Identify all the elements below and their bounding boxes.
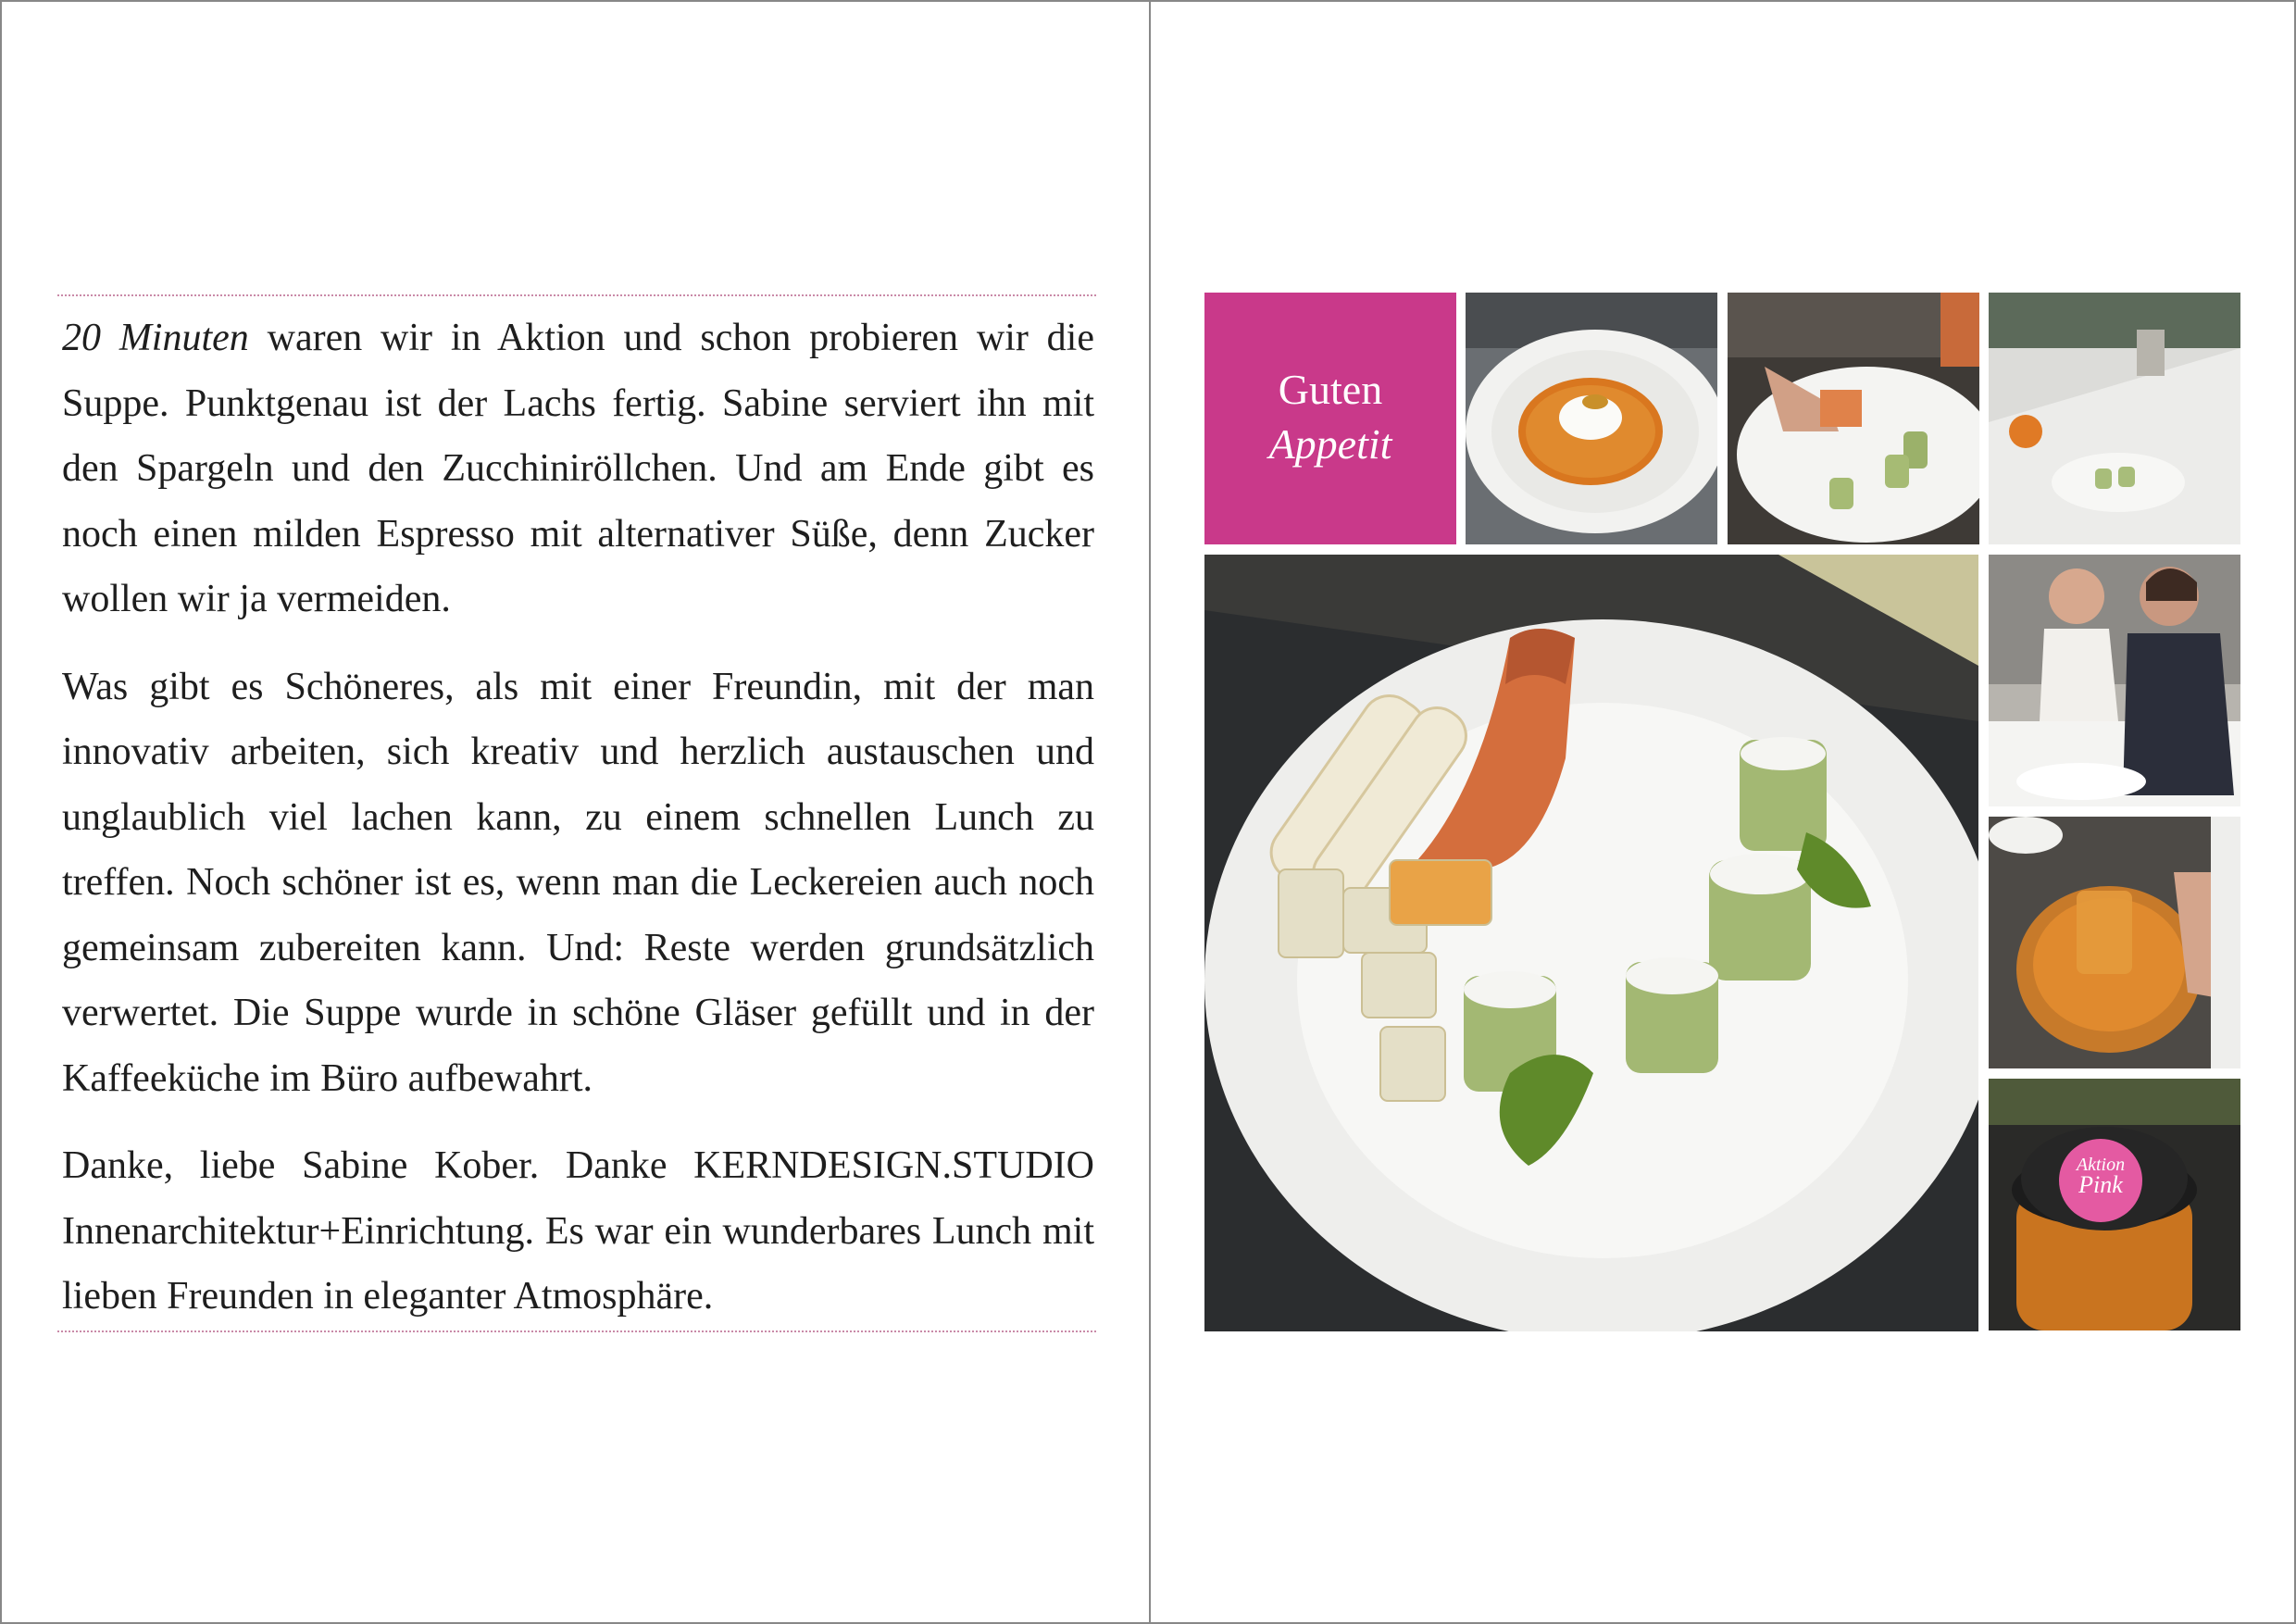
- kitchen-photo: [1989, 293, 2240, 544]
- pouring-soup-photo: [1989, 817, 2240, 1068]
- jar-photo: [1989, 1079, 2240, 1330]
- top-dotted-rule: [57, 294, 1096, 296]
- paragraph-1-text: waren wir in Aktion und schon probieren wir die Suppe. Punktgenau ist der Lachs fertig. Sabine serviert ihn mit den Spargeln und den Zucchiniröllchen. Und am Ende gibt es noch einen milden Espresso mit alternativer Süße, denn Zucker wollen wir ja vermeiden.: [62, 317, 1094, 620]
- paragraph-3: Danke, liebe Sabine Kober. Danke KERNDESIGN.STUDIO Innenarchitektur+Einrichtung. Es war ein wunderbares Lunch mit lieben Freunden in eleganter Atmosphäre.: [62, 1144, 1094, 1318]
- guten-label: Guten: [1278, 366, 1383, 413]
- bottom-dotted-rule: [57, 1330, 1096, 1332]
- appetit-label: Appetit: [1268, 420, 1392, 468]
- jar-label-line1: Aktion: [2076, 1155, 2126, 1175]
- paragraph-2: Was gibt es Schöneres, als mit einer Freundin, mit der man innovativ arbeiten, sich kreativ und herzlich austauschen und unglaublich viel lachen kann, zu einem schnellen Lunch zu treffen. Noch schöner ist es, wenn man die Leckereien auch noch gemeinsam zubereiten kann. Und: Reste werden grundsätzlich verwertet. Die Suppe wurde in schöne Gläser gefüllt und in der Kaffeeküche im Büro aufbewahrt.: [62, 665, 1094, 1100]
- salmon-plate-photo: [1204, 555, 1978, 1331]
- right-page: [1149, 0, 2296, 1624]
- paragraph-1: [62, 306, 1094, 632]
- plating-photo: [1728, 293, 1979, 544]
- body-text: [62, 306, 1094, 1352]
- guten-appetit-box: [1204, 293, 1456, 544]
- italic-lead: 20 Minuten: [62, 317, 249, 359]
- jar-label-line2: Pink: [2078, 1171, 2123, 1198]
- guests-photo: [1989, 555, 2240, 806]
- soup-photo: [1466, 293, 1717, 544]
